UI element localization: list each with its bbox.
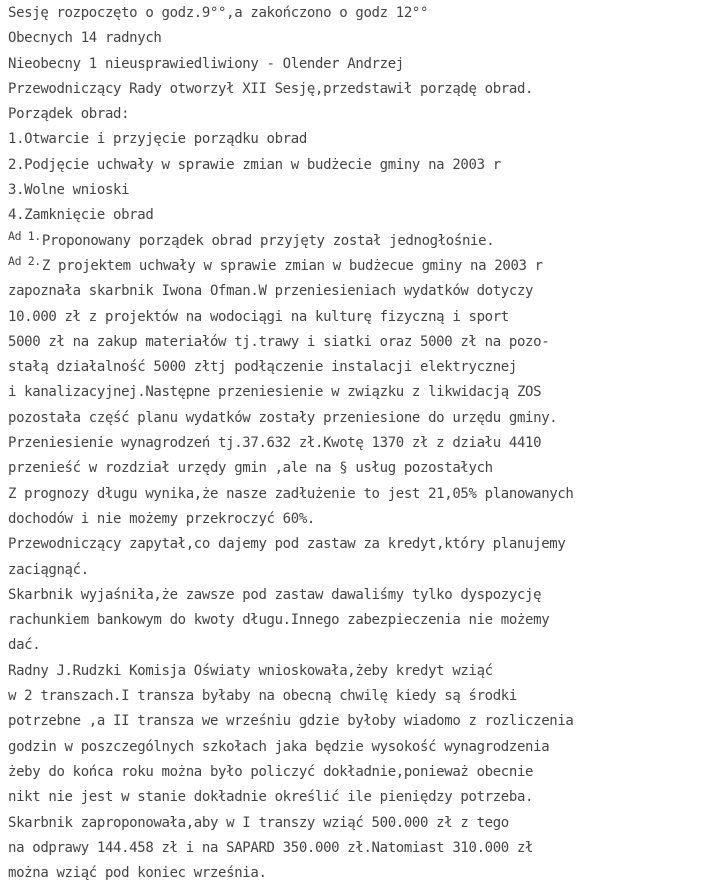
ad2-line bbox=[8, 254, 707, 279]
document-text bbox=[8, 1, 707, 886]
body-line: Radny J.Rudzki Komisja Oświaty wnioskowała,żeby kredyt wziąć bbox=[8, 662, 493, 679]
ad1-label: Ad 1. bbox=[8, 228, 41, 243]
body-line: rachunkiem bankowym do kwoty długu.Innego zabezpieczenia nie możemy bbox=[8, 612, 550, 629]
body-line: zaciągnąć. bbox=[8, 561, 89, 578]
body-line: w 2 transzach.I transza byłaby na obecną chwilę kiedy są środki bbox=[8, 688, 517, 705]
body-line: dać. bbox=[8, 637, 41, 654]
ad1-text: Proponowany porządek obrad przyjęty został jednogłośnie. bbox=[41, 232, 495, 249]
agenda-item-4: 4.Zamknięcie obrad bbox=[8, 207, 154, 224]
agenda-item-3: 3.Wolne wnioski bbox=[8, 182, 130, 199]
agenda-item-1: 1.Otwarcie i przyjęcie porządku obrad bbox=[8, 131, 307, 148]
body-line: nikt nie jest w stanie dokładnie określić ile pieniędzy potrzeba. bbox=[8, 789, 534, 806]
ad1-line bbox=[8, 229, 707, 254]
body-line: żeby do końca roku można było policzyć dokładnie,ponieważ obecnie bbox=[8, 763, 534, 780]
opening-line: Przewodniczący Rady otworzył XII Sesję,przedstawił porządę obrad. bbox=[8, 80, 534, 97]
agenda-heading: Porządek obrad: bbox=[8, 106, 130, 123]
absence-line: Nieobecny 1 nieusprawiedliwiony - Olender Andrzej bbox=[8, 55, 404, 72]
ad2-text: Z projektem uchwały w sprawie zmian w budżecue gminy na 2003 r bbox=[41, 257, 543, 274]
body-line: Z prognozy długu wynika,że nasze zadłużenie to jest 21,05% planowanych bbox=[8, 485, 574, 502]
body-line: przenieść w rozdział urzędy gmin ,ale na § usług pozostałych bbox=[8, 460, 493, 477]
body-line: Przewodniczący zapytał,co dajemy pod zastaw za kredyt,który planujemy bbox=[8, 536, 566, 553]
body-line: Przeniesienie wynagrodzeń tj.37.632 zł.Kwotę 1370 zł z działu 4410 bbox=[8, 435, 542, 452]
body-line: godzin w poszczególnych szkołach jaka będzie wysokość wynagrodzenia bbox=[8, 738, 550, 755]
agenda-item-2: 2.Podjęcie uchwały w sprawie zmian w budżecie gminy na 2003 r bbox=[8, 156, 501, 173]
body-line: pozostała część planu wydatków zostały przeniesione do urzędu gminy. bbox=[8, 409, 558, 426]
body-line: 10.000 zł z projektów na wodociągi na kulturę fizyczną i sport bbox=[8, 308, 509, 325]
body-line: i kanalizacyjnej.Następne przeniesienie w związku z likwidacją ZOS bbox=[8, 384, 542, 401]
body-line: potrzebne ,a II transza we wrześniu gdzie byłoby wiadomo z rozliczenia bbox=[8, 713, 574, 730]
body-line: Skarbnik wyjaśniła,że zawsze pod zastaw dawaliśmy tylko dyspozycję bbox=[8, 586, 542, 603]
attendance-line: Obecnych 14 radnych bbox=[8, 30, 162, 47]
body-line: Skarbnik zaproponowała,aby w I transzy wziąć 500.000 zł z tego bbox=[8, 814, 509, 831]
body-line: 5000 zł na zakup materiałów tj.trawy i siatki oraz 5000 zł na pozo- bbox=[8, 333, 550, 350]
session-time-line: Sesję rozpoczęto o godz.9°°,a zakończono o godz 12°° bbox=[8, 5, 429, 21]
body-line: dochodów i nie możemy przekroczyć 60%. bbox=[8, 510, 315, 527]
body-line: stałą działalność 5000 złtj podłączenie instalacji elektrycznej bbox=[8, 359, 517, 376]
ad2-body bbox=[8, 279, 707, 886]
body-line: można wziąć pod koniec września. bbox=[8, 865, 267, 882]
body-line: na odprawy 144.458 zł i na SAPARD 350.000 zł.Natomiast 310.000 zł bbox=[8, 839, 534, 856]
ad2-label: Ad 2. bbox=[8, 253, 41, 268]
body-line: zapoznała skarbnik Iwona Ofman.W przeniesieniach wydatków dotyczy bbox=[8, 283, 534, 300]
